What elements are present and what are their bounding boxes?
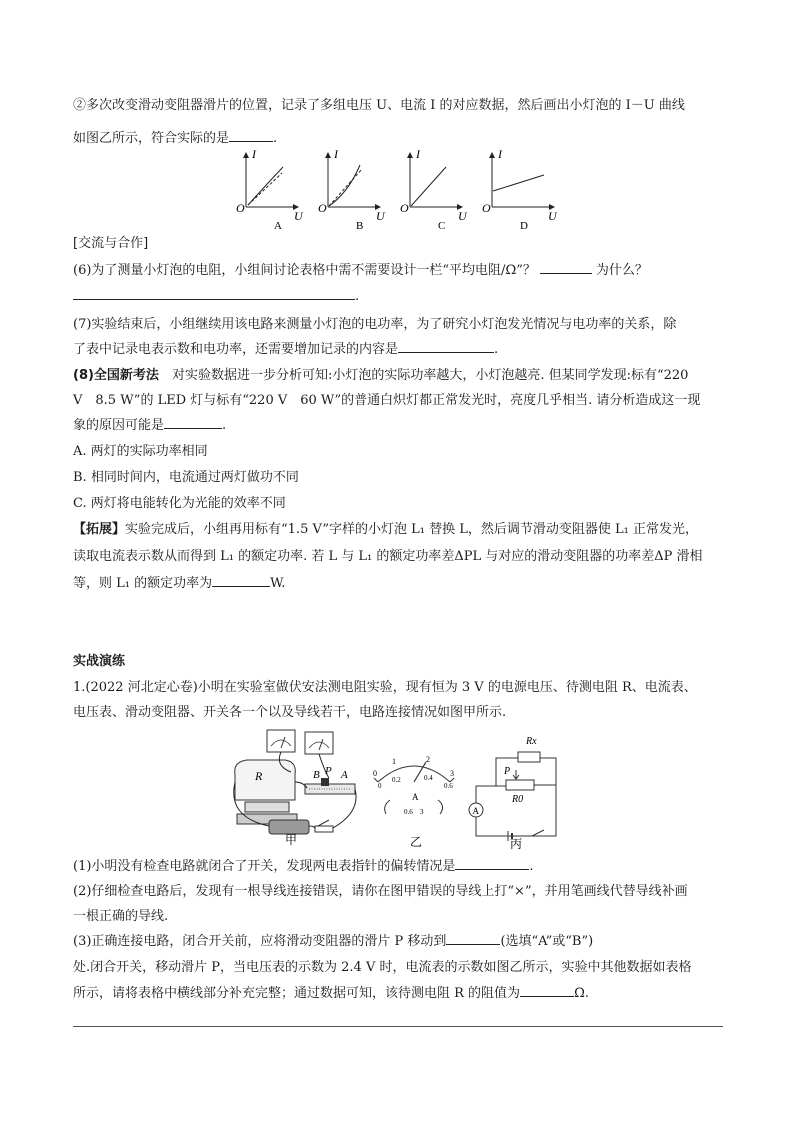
- answer-blank[interactable]: [398, 338, 494, 353]
- option-b[interactable]: B. 相同时间内，电流通过两灯做功不同: [73, 470, 299, 485]
- q8-line3: 象的原因可能是 .: [73, 414, 723, 438]
- pq3-line2: 处.闭合开关，移动滑片 P，当电压表的示数为 2.4 V 时，电流表的示数如图乙所示，实验中其他数据如表格: [73, 960, 692, 975]
- dial-small-3: 0.6: [444, 782, 453, 790]
- r0-rheostat: [506, 780, 534, 790]
- graph-c-y: I: [416, 147, 420, 161]
- pq3-line1: (3)正确连接电路，闭合开关前，应将滑动变阻器的滑片 P 移动到 (选填“A”或“B”): [73, 930, 723, 954]
- p1-line2: 电压表、滑动变阻器、开关各一个以及导线若干，电路连接情况如图甲所示.: [73, 705, 507, 720]
- pq2-line1: (2)仔细检查电路后，发现有一根导线连接错误，请你在图甲错误的导线上打“×”，并用笔画线代替导线补画: [73, 884, 688, 899]
- graph-c-origin: O: [400, 201, 409, 215]
- circuit-ammeter: A: [472, 806, 479, 816]
- extension-line1: 【拓展】实验完成后，小组再用标有“1.5 V”字样的小灯泡 L₁ 替换 L，然后调节滑动变阻器使 L₁ 正常发光，: [73, 522, 698, 537]
- resistor-icon: [235, 760, 297, 824]
- voltmeter-icon: [267, 730, 295, 752]
- graph-d-origin: O: [482, 201, 491, 215]
- apparatus-p: P: [325, 765, 332, 777]
- answer-blank[interactable]: [229, 127, 273, 142]
- figure-jia: [225, 722, 365, 852]
- graph-b-x: U: [376, 209, 385, 223]
- practice-heading: 实战演练: [73, 654, 126, 669]
- q7-line1: (7)实验结束后，小组继续用该电路来测量小灯泡的电功率，为了研究小灯泡发光情况与电功率的关系，除: [73, 317, 677, 332]
- dial-terminal-2: 3: [420, 808, 424, 816]
- dial-small-0: 0: [378, 782, 382, 790]
- dial-tick-2: 2: [426, 755, 430, 764]
- graph-d-y: I: [498, 147, 502, 161]
- circuit-rx: Rx: [526, 736, 537, 747]
- extension-line3: 等，则 L₁ 的额定功率为 W.: [73, 572, 723, 596]
- iu-graphs: [228, 145, 568, 235]
- battery-icon: [269, 820, 309, 834]
- q8-line2: V 8.5 W”的 LED 灯与标有“220 V 60 W”的普通白炽灯都正常发光时，亮度几乎相当. 请分析造成这一现: [73, 393, 701, 408]
- exchange-heading: [交流与合作]: [73, 236, 149, 251]
- pq3-line3: 所示，请将表格中横线部分补充完整；通过数据可知，该待测电阻 R 的阻值为 Ω.: [73, 982, 723, 1006]
- figure-yi: [370, 748, 460, 852]
- graph-b-y: I: [334, 147, 338, 161]
- dial-unit: A: [412, 792, 419, 802]
- q7-line2: 了表中记录电表示数和电功率，还需要增加记录的内容是 .: [73, 338, 723, 362]
- dial-terminal-1: 0.6: [404, 808, 413, 816]
- answer-blank[interactable]: [446, 930, 500, 945]
- circuit-r0: R0: [512, 794, 524, 805]
- pq2-line2: 一根正确的导线.: [73, 909, 169, 924]
- q8-line1: (8)全国新考法 对实验数据进一步分析可知:小灯泡的实际功率越大，小灯泡越亮. 但某同学发现:标有“220: [73, 368, 689, 383]
- answer-blank[interactable]: [164, 414, 222, 429]
- graph-a-y: I: [252, 147, 256, 161]
- option-c[interactable]: C. 两灯将电能转化为光能的效率不同: [73, 496, 286, 511]
- bottom-divider: [73, 1026, 723, 1027]
- answer-blank[interactable]: [455, 855, 529, 870]
- apparatus-a: A: [341, 769, 348, 781]
- rx-resistor: [518, 752, 540, 762]
- dial-small-2: 0.4: [424, 774, 433, 782]
- apparatus-b: B: [313, 769, 320, 781]
- graph-a-x: U: [294, 209, 303, 223]
- figure-bing: [468, 730, 568, 852]
- fig-label-jia: 甲: [285, 833, 298, 847]
- graph-b[interactable]: [318, 147, 386, 232]
- answer-blank[interactable]: [212, 572, 270, 587]
- graph-a[interactable]: [236, 147, 304, 232]
- graph-d[interactable]: [482, 147, 558, 232]
- apparatus-r: R: [255, 769, 263, 783]
- answer-blank[interactable]: [520, 982, 574, 997]
- fig-label-bing: 丙: [510, 837, 523, 851]
- fig-label-yi: 乙: [410, 835, 423, 849]
- q2-line2: 如图乙所示，符合实际的是 .: [73, 127, 723, 151]
- p1-line1: 1.(2022 河北定心卷)小明在实验室做伏安法测电阻实验，现有恒为 3 V 的电源电压、待测电阻 R、电流表、: [73, 680, 697, 695]
- ammeter-icon: [305, 732, 333, 754]
- graph-c-label: C: [438, 220, 446, 232]
- circuit-p: P: [504, 766, 511, 777]
- graph-d-label: D: [520, 220, 528, 232]
- graph-a-label: A: [274, 220, 282, 232]
- q6-line1: (6)为了测量小灯泡的电阻，小组间讨论表格中需不需要设计一栏“平均电阻/Ω”？ 为什么？: [73, 259, 723, 283]
- graph-b-origin: O: [318, 201, 327, 215]
- answer-blank[interactable]: [540, 259, 592, 274]
- graph-c-x: U: [458, 209, 467, 223]
- dial-small-1: 0.2: [392, 776, 401, 784]
- q2-line1: ②多次改变滑动变阻器滑片的位置，记录了多组电压 U、电流 I 的对应数据，然后画出小灯泡的 I－U 曲线: [73, 98, 685, 113]
- extension-line2: 读取电流表示数从而得到 L₁ 的额定功率. 若 L 与 L₁ 的额定功率差ΔPL 与对应的滑动变阻器的功率差ΔP 滑相: [73, 549, 703, 564]
- switch-icon: [315, 820, 333, 832]
- q6-line2: .: [73, 285, 723, 309]
- graph-d-x: U: [548, 209, 557, 223]
- pq1: (1)小明没有检查电路就闭合了开关，发现两电表指针的偏转情况是 .: [73, 855, 723, 879]
- graph-c[interactable]: [400, 147, 468, 232]
- dial-tick-0: 0: [373, 769, 377, 778]
- graph-a-origin: O: [236, 201, 245, 215]
- dial-tick-3: 3: [450, 769, 454, 778]
- dial-tick-1: 1: [392, 757, 396, 766]
- answer-blank[interactable]: [73, 285, 355, 300]
- graph-b-label: B: [356, 220, 364, 232]
- option-a[interactable]: A. 两灯的实际功率相同: [73, 444, 208, 459]
